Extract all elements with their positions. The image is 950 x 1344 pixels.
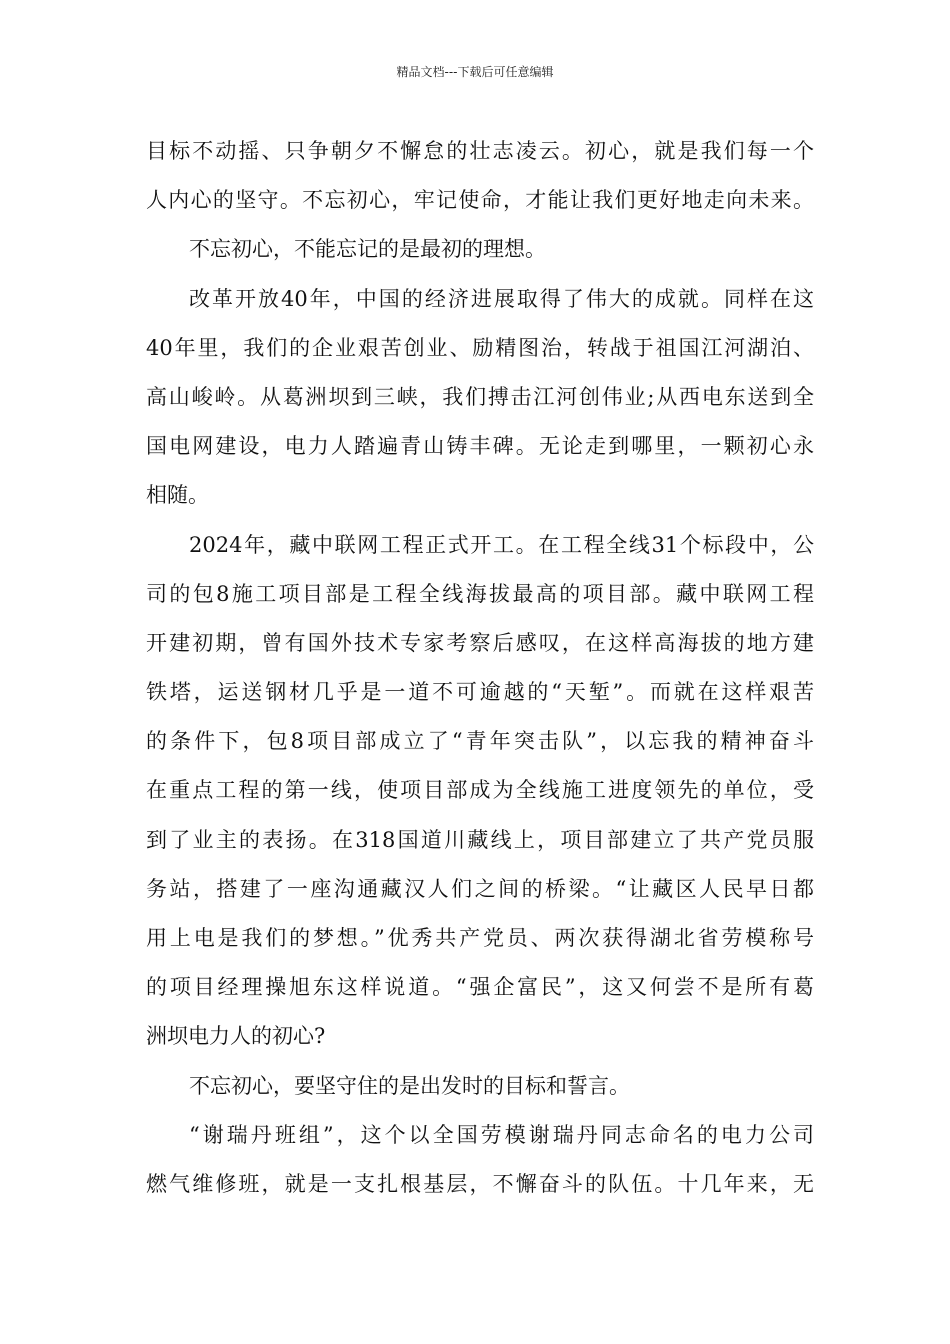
- text-line: 在重点工程的第一线，使项目部成为全线施工进度领先的单位，受: [146, 778, 814, 803]
- text-line: 不忘初心，要坚守住的是出发时的目标和誓言。: [189, 1073, 630, 1098]
- text-line: 到了业主的表扬。在318国道川藏线上，项目部建立了共产党员服: [146, 827, 814, 852]
- document-body: [146, 127, 814, 1209]
- text-line: 司的包8施工项目部是工程全线海拔最高的项目部。藏中联网工程: [146, 581, 814, 606]
- text-line: 不忘初心，不能忘记的是最初的理想。: [189, 237, 546, 262]
- text-line: 用上电是我们的梦想。”优秀共产党员、两次获得湖北省劳模称号: [146, 926, 814, 950]
- text-line: 的项目经理操旭东这样说道。“强企富民”，这又何尝不是所有葛: [146, 975, 814, 1000]
- text-line: 人内心的坚守。不忘初心，牢记使命，才能让我们更好地走向未来。: [146, 188, 814, 213]
- text-line: 的条件下，包8项目部成立了“青年突击队”，以忘我的精神奋斗: [146, 729, 814, 754]
- text-line: 改革开放40年，中国的经济进展取得了伟大的成就。同样在这: [189, 286, 814, 311]
- text-line: 2024年，藏中联网工程正式开工。在工程全线31个标段中，公: [189, 532, 814, 557]
- text-line: 相随。: [146, 483, 209, 508]
- text-line: 燃气维修班，就是一支扎根基层，不懈奋斗的队伍。十几年来，无: [146, 1171, 814, 1196]
- text-line: 铁塔，运送钢材几乎是一道不可逾越的“天堑”。而就在这样艰苦: [146, 680, 814, 705]
- text-line: “谢瑞丹班组”，这个以全国劳模谢瑞丹同志命名的电力公司: [189, 1122, 814, 1147]
- text-line: 40年里，我们的企业艰苦创业、励精图治，转战于祖国江河湖泊、: [146, 335, 814, 360]
- text-line: 洲坝电力人的初心?: [146, 1024, 326, 1049]
- text-line: 国电网建设，电力人踏遍青山铸丰碑。无论走到哪里，一颗初心永: [146, 434, 814, 459]
- page-header-watermark: 精品文档---下载后可任意编辑: [396, 65, 554, 79]
- text-line: 目标不动摇、只争朝夕不懈怠的壮志凌云。初心，就是我们每一个: [146, 139, 814, 163]
- text-line: 开建初期，曾有国外技术专家考察后感叹，在这样高海拔的地方建: [146, 630, 814, 655]
- text-line: 务站，搭建了一座沟通藏汉人们之间的桥梁。“让藏区人民早日都: [146, 876, 814, 901]
- text-line: 高山峻岭。从葛洲坝到三峡，我们搏击江河创伟业;从西电东送到全: [146, 384, 814, 409]
